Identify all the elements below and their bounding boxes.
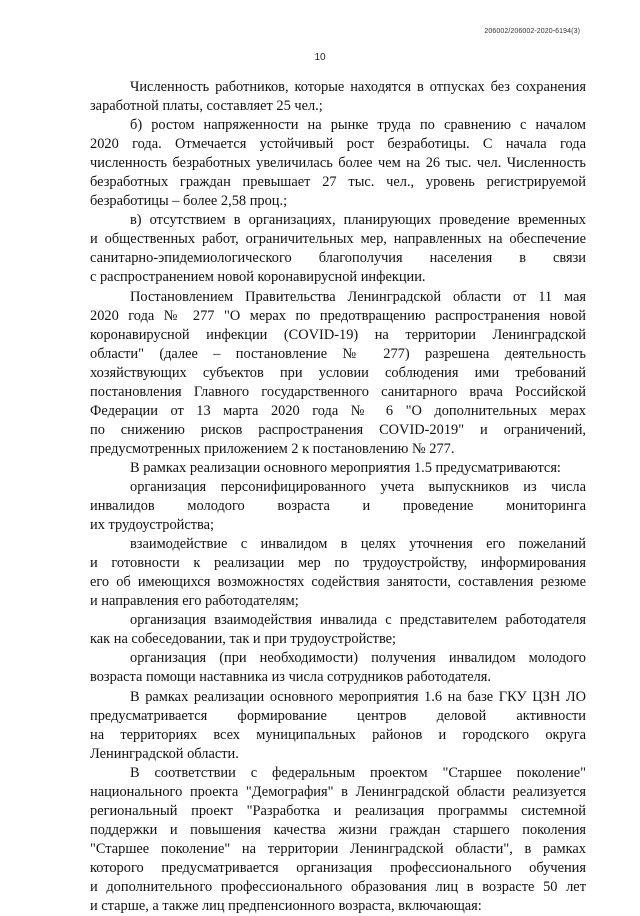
text-line: и общественных работ, ограничительных мер, направленных на обеспечение xyxy=(90,231,586,248)
text-line: и направления его работодателям; xyxy=(90,593,299,610)
text-line: предусмотренных приложением 2 к постановлению № 277. xyxy=(90,440,455,457)
text-line: с распространением новой коронавирусной инфекции. xyxy=(90,269,426,286)
text-line: взаимодействие с инвалидом в целях уточнения его пожеланий xyxy=(130,536,586,553)
text-line: Федерации от 13 марта 2020 года № 6 "О дополнительных мерах xyxy=(90,402,586,419)
text-line: Ленинградской области. xyxy=(90,745,239,762)
text-line: которого предусматривается организация профессионального обучения xyxy=(90,859,586,876)
text-line: безработных граждан превышает 27 тыс. чел., уровень регистрируемой xyxy=(90,174,586,191)
text-line: хозяйствующих субъектов при условии соблюдения ими требований xyxy=(90,364,586,381)
text-line: поддержки и повышения качества жизни граждан старшего поколения xyxy=(90,821,586,838)
text-line: б) ростом напряженности на рынке труда по сравнению с началом xyxy=(130,117,586,134)
text-line: предусматривается формирование центров деловой активности xyxy=(90,707,586,724)
text-line: по снижению рисков распространения COVID-2019" и ограничений, xyxy=(90,421,586,438)
text-line: инвалидов молодого возраста и проведение мониторинга xyxy=(90,498,586,515)
text-line: и готовности к реализации мер по трудоустройству, информирования xyxy=(90,555,586,572)
page-number: 10 xyxy=(314,52,326,63)
text-line: В рамках реализации основного мероприятия 1.6 на базе ГКУ ЦЗН ЛО xyxy=(130,688,586,705)
text-line: санитарно-эпидемиологического благополучия населения в связи xyxy=(90,250,586,267)
text-line: возраста помощи наставника из числа сотрудников работодателя. xyxy=(90,669,491,686)
text-line: региональный проект "Разработка и реализация программы системной xyxy=(90,802,586,819)
text-line: В соответствии с федеральным проектом "Старшее поколение" xyxy=(130,764,586,781)
text-line: организация взаимодействия инвалида с представителем работодателя xyxy=(130,612,586,629)
text-line: Постановлением Правительства Ленинградской области от 11 мая xyxy=(130,288,586,305)
text-line: и дополнительного профессионального образования лиц в возрасте 50 лет xyxy=(90,878,586,895)
text-line: на территориях всех муниципальных районов и городского округа xyxy=(90,726,586,743)
text-line: 2020 года № 277 "О мерах по предотвращению распространения новой xyxy=(90,307,586,324)
text-line: 2020 года. Отмечается устойчивый рост безработицы. С начала года xyxy=(90,136,586,153)
text-line: его об имеющихся возможностях содействия занятости, составления резюме xyxy=(90,574,586,591)
text-line: численность безработных увеличилась более чем на 26 тыс. чел. Численность xyxy=(90,155,586,172)
text-line: В рамках реализации основного мероприятия 1.5 предусматриваются: xyxy=(130,459,561,476)
text-line: Численность работников, которые находятся в отпусках без сохранения xyxy=(130,79,586,95)
document-body xyxy=(90,78,586,916)
text-line: "Старшее поколение" на территории Ленинградской области", в рамках xyxy=(90,840,586,857)
text-line: и старше, а также лиц предпенсионного возраста, включающая: xyxy=(90,898,482,915)
text-line: организация (при необходимости) получения инвалидом молодого xyxy=(130,650,586,667)
document-registration-number: 206002/206002-2020-6194(3) xyxy=(484,28,580,35)
text-line: организация персонифицированного учета выпускников из числа xyxy=(130,478,586,495)
text-line: безработицы – более 2,58 проц.; xyxy=(90,193,288,210)
text-line: как на собеседовании, так и при трудоустройстве; xyxy=(90,631,397,648)
text-line: национального проекта "Демография" в Ленинградской области реализуется xyxy=(90,783,586,800)
text-line: области" (далее – постановление № 277) разрешена деятельность xyxy=(90,345,586,362)
text-line: в) отсутствием в организациях, планирующих проведение временных xyxy=(130,212,586,229)
text-line: коронавирусной инфекции (COVID-19) на территории Ленинградской xyxy=(90,326,586,343)
text-line: заработной платы, составляет 25 чел.; xyxy=(90,98,323,115)
text-line: постановления Главного государственного санитарного врача Российской xyxy=(90,383,586,400)
text-line: их трудоустройства; xyxy=(90,517,215,534)
